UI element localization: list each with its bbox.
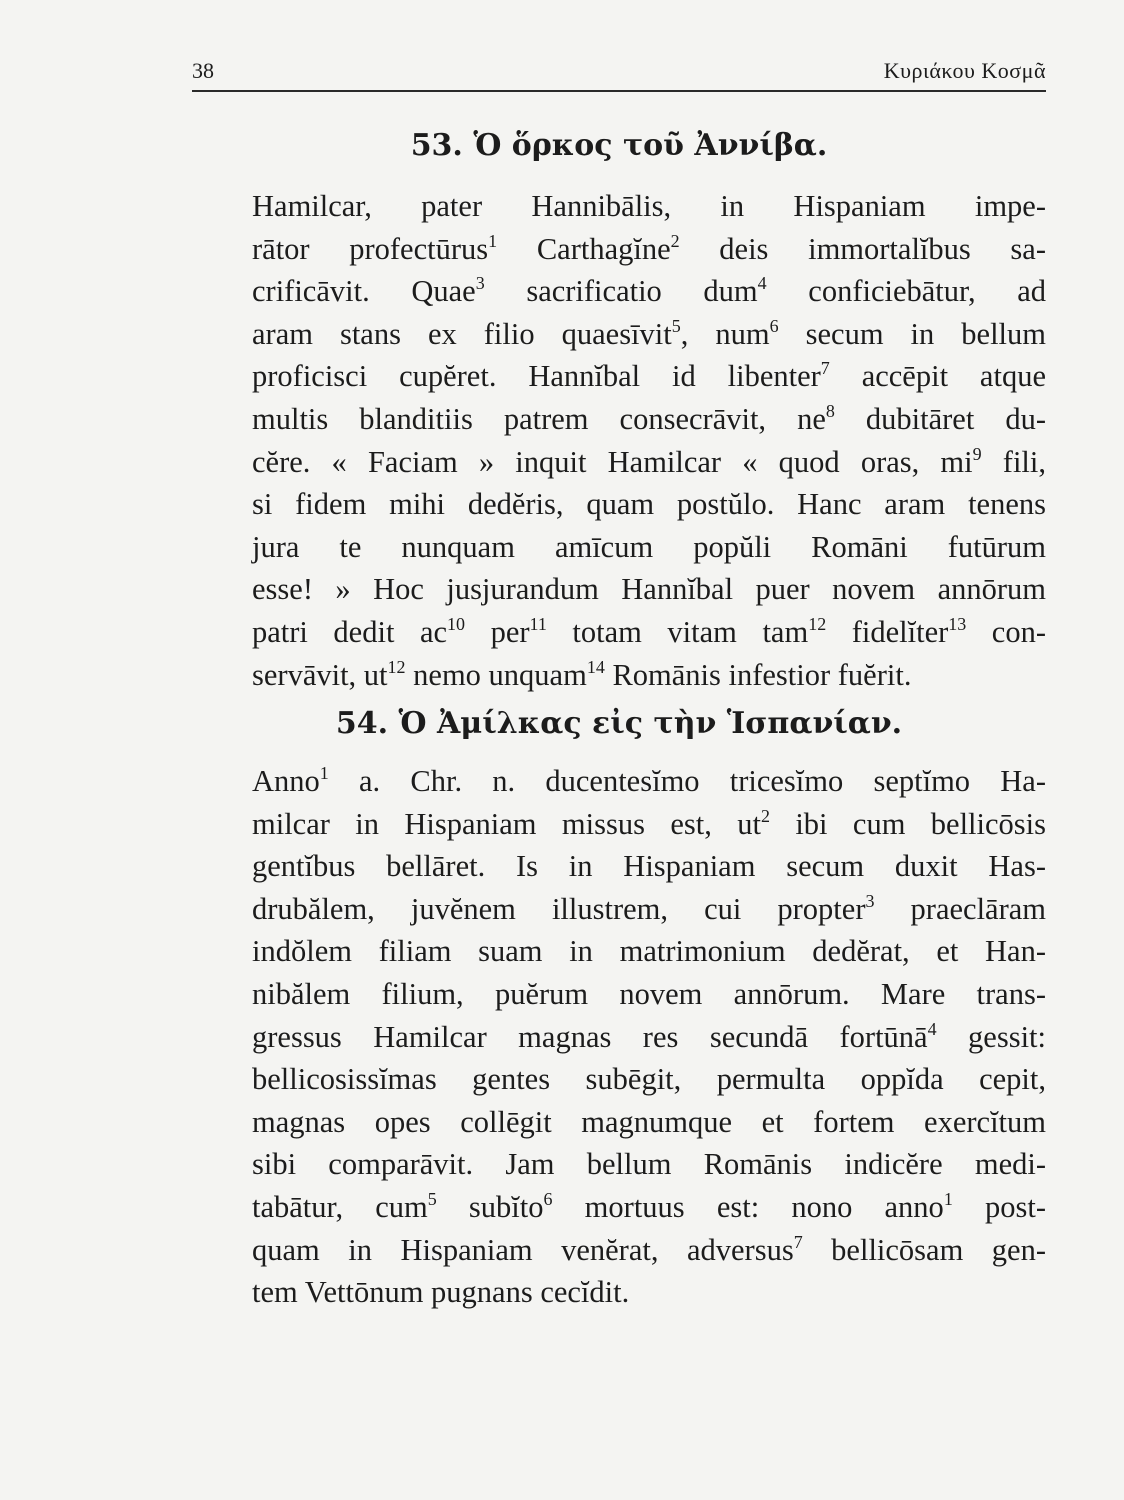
text-line: milcar in Hispaniam missus est, $ut^2$ ibi cum bellicōsis: [252, 805, 1047, 841]
text-line: gentĭbus bellāret. Is in Hispaniam secum duxit Has-: [252, 849, 1046, 884]
text-line: bellicosissĭmas gentes subēgit, permulta oppĭda cepit,: [252, 1062, 1046, 1097]
footnote-marker: 10: [447, 613, 466, 634]
text-line: sibi comparāvit. Jam bellum Romānis indicĕre medi-: [252, 1147, 1046, 1182]
text-line: magnas opes collēgit magnumque et fortem exercĭtum: [252, 1104, 1046, 1139]
text-line: proficisci cupĕret. Hannĭbal id libenter$^7$ accēpit atque: [252, 358, 1046, 394]
section-text-53: [192, 185, 1046, 696]
text-line: crificāvit. Quae$^3$ sacrificatio dum$^4$ conficiebātur, ad: [252, 273, 1047, 309]
text-line: patri dedit $ac^{10}$ per$^{11}$ totam vitam tam$^{12}$ fidelĭter$^{13}$ con-: [252, 613, 1047, 649]
footnote-marker: 14: [586, 656, 605, 677]
text-line: rātor profectūrus$^1$ Carthagĭne$^2$ deis immortalĭbus sa-: [252, 230, 1046, 266]
running-header: [192, 50, 1046, 92]
section-title-54: 54. Ὁ Ἀμίλκας εἰς τὴν Ἱσπανίαν.: [335, 706, 903, 741]
footnote-marker: 12: [387, 656, 406, 677]
footnote-marker: 3: [865, 890, 875, 911]
footnote-marker: 7: [793, 1231, 803, 1252]
text-line: jura te nunquam amīcum popŭli Romāni futūrum: [252, 529, 1046, 564]
text-line: Hamilcar, pater Hannibālis, in Hispaniam impe-: [252, 189, 1046, 223]
page-number: 38: [192, 58, 214, 83]
footnote-marker: 1: [488, 230, 498, 251]
text-line: tabātur, cum$^5$ subĭto$^6$ mortuus est: nono anno$^1$ post-: [252, 1188, 1046, 1224]
text-line: tem Vettōnum pugnans cecĭdit.: [252, 1275, 630, 1310]
text-line: cĕre. « Faciam » inquit Hamilcar « quod oras, $mi^9$ fili,: [252, 443, 1046, 479]
text-line: aram stans ex filio quaesīvit$^5$, num$^6$ secum in bellum: [252, 315, 1046, 351]
text-line: Anno$^1$ a. Chr. n. ducentesĭmo tricesĭmo septĭmo Ha-: [252, 763, 1046, 798]
text-line: nibălem filium, puĕrum novem annōrum. Mare trans-: [252, 976, 1046, 1011]
text-line: gressus Hamilcar magnas res secundā fortūnā$^4$ gessit:: [252, 1018, 1046, 1054]
text-line: quam in Hispaniam venĕrat, adversus$^7$ bellicōsam gen-: [252, 1231, 1046, 1267]
footnote-marker: 4: [927, 1018, 937, 1039]
footnote-marker: 5: [427, 1188, 437, 1209]
footnote-marker: 1: [319, 763, 329, 783]
running-title: Κυριάκου Κοσμᾶ: [883, 58, 1046, 83]
footnote-marker: 7: [820, 358, 830, 379]
footnote-marker: 4: [757, 273, 767, 294]
text-line: esse! » Hoc jusjurandum Hannĭbal puer novem annōrum: [252, 572, 1046, 607]
footnote-marker: 2: [670, 230, 680, 251]
footnote-marker: 1: [943, 1188, 953, 1209]
footnote-marker: 2: [760, 805, 770, 826]
footnote-marker: 13: [948, 613, 967, 634]
footnote-marker: 5: [671, 315, 681, 336]
text-line: indŏlem filiam suam in matrimonium dedĕrat, et Han-: [252, 934, 1046, 969]
footnote-marker: 6: [769, 315, 779, 336]
footnote-marker: 6: [543, 1188, 553, 1209]
footnote-marker: 11: [529, 613, 547, 634]
footnote-marker: 9: [972, 443, 982, 464]
footnote-marker: 3: [475, 273, 485, 294]
section-text-54: [192, 760, 1046, 1314]
footnote-marker: 12: [808, 613, 827, 634]
text-line: servāvit, $ut^{12}$ nemo unquam$^{14}$ Romānis infestior fuĕrit.: [252, 656, 912, 692]
text-line: si fidem mihi dedĕris, quam postŭlo. Hanc aram tenens: [252, 487, 1046, 522]
text-line: drubălem, juvĕnem illustrem, cui propter$^3$ praeclāram: [252, 890, 1046, 926]
text-line: multis blanditiis patrem consecrāvit, $ne^8$ dubitāret du-: [252, 400, 1046, 436]
footnote-marker: 8: [825, 400, 835, 421]
section-title-53: 53. Ὁ ὅρκος τοῦ Ἀννίβα.: [410, 128, 828, 163]
